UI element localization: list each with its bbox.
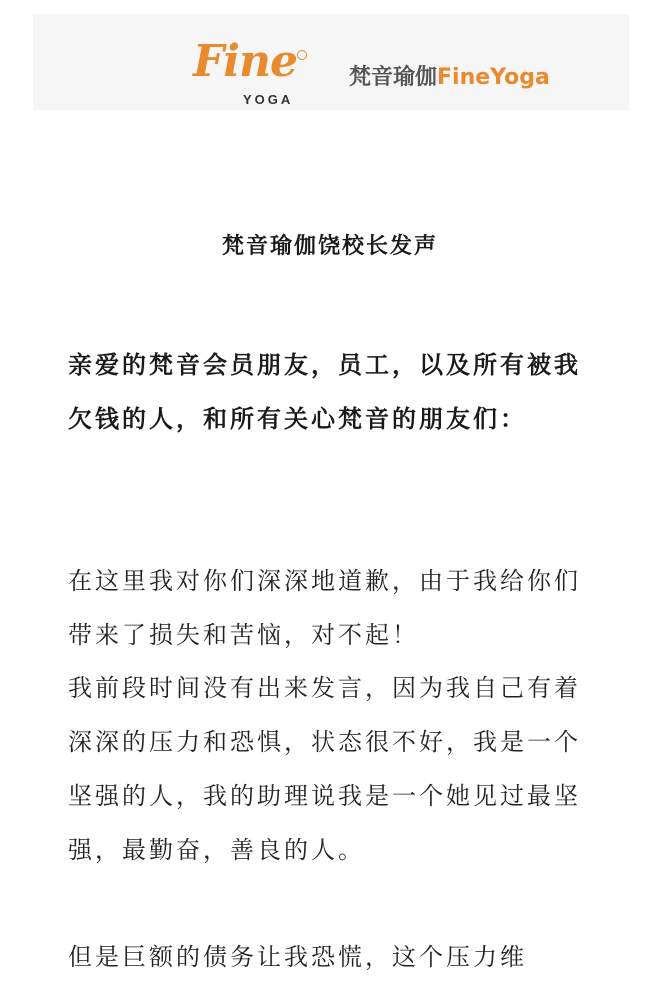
brand-name-cn: 梵音瑜伽 <box>349 65 438 90</box>
logo-script-text: Fine <box>193 36 297 87</box>
brand-logo <box>193 36 313 112</box>
logo-mark-icon <box>297 50 307 60</box>
paragraph: 我前段时间没有出来发言，因为我自己有着深深的压力和恐惧，状态很不好，我是一个坚强的人，我的助理说我是一个她见过最坚强，最勤奋，善良的人。 <box>68 674 581 864</box>
paragraph: 但是巨额的债务让我恐慌，这个压力维 <box>68 943 527 971</box>
article-greeting: 亲爱的梵音会员朋友，员工，以及所有被我欠钱的人，和所有关心梵音的朋友们： <box>68 351 581 433</box>
paragraph: 在这里我对你们深深地道歉，由于我给你们带来了损失和苦恼，对不起！ <box>68 567 581 649</box>
logo-sub-text: YOGA <box>243 92 294 107</box>
brand-name-en: FineYoga <box>437 65 550 90</box>
header-banner <box>33 14 629 110</box>
article-title: 梵音瑜伽饶校长发声 <box>221 234 438 259</box>
brand-name <box>349 60 550 91</box>
